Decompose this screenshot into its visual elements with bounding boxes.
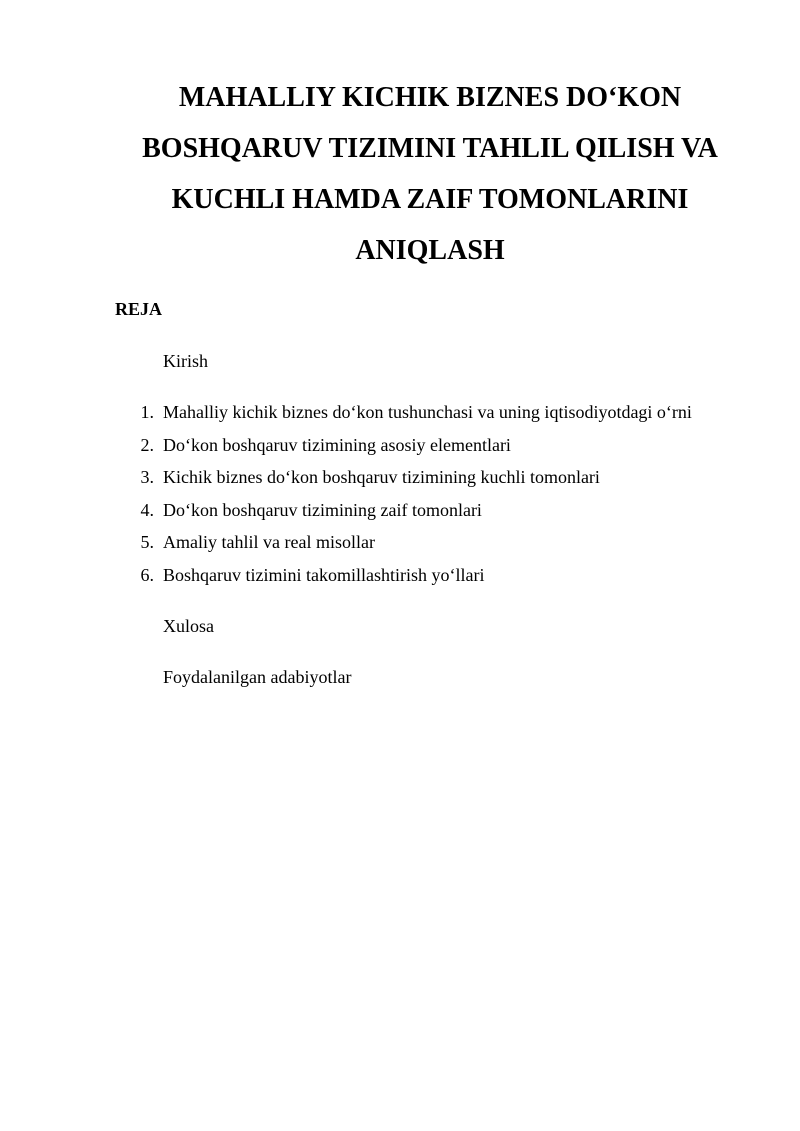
plan-list-item (0, 499, 800, 532)
list-number: 5. (140, 532, 154, 552)
title-line: ANIQLASH (355, 235, 505, 266)
list-text: Do‘kon boshqaruv tizimining zaif tomonlari (163, 499, 482, 520)
intro-entry: Kirish (163, 351, 208, 371)
plan-list-item (0, 434, 800, 467)
plan-list-item (0, 466, 800, 499)
list-text: Boshqaruv tizimini takomillashtirish yo‘llari (163, 564, 485, 585)
plan-heading: REJA (115, 299, 163, 319)
conclusion-entry: Xulosa (163, 616, 214, 636)
list-number: 3. (140, 467, 154, 487)
title-line: BOSHQARUV TIZIMINI TAHLIL QILISH VA (142, 133, 718, 164)
title-line: KUCHLI HAMDA ZAIF TOMONLARINI (171, 184, 689, 215)
list-text: Mahalliy kichik biznes do‘kon tushunchasi va uning iqtisodiyotdagi o‘rni (163, 402, 692, 422)
document-title (100, 72, 760, 276)
title-line: MAHALLIY KICHIK BIZNES DO‘KON (178, 82, 682, 113)
list-number: 2. (140, 434, 154, 455)
list-number: 4. (140, 499, 154, 520)
plan-list-item (0, 531, 800, 564)
plan-list (0, 401, 800, 596)
list-text: Amaliy tahlil va real misollar (163, 532, 375, 552)
plan-list-item (0, 401, 800, 434)
list-text: Do‘kon boshqaruv tizimining asosiy elementlari (163, 434, 511, 455)
list-number: 1. (140, 402, 154, 422)
plan-list-item (0, 564, 800, 597)
list-number: 6. (140, 564, 154, 585)
list-text: Kichik biznes do‘kon boshqaruv tizimining kuchli tomonlari (163, 467, 600, 487)
references-entry: Foydalanilgan adabiyotlar (163, 667, 352, 687)
